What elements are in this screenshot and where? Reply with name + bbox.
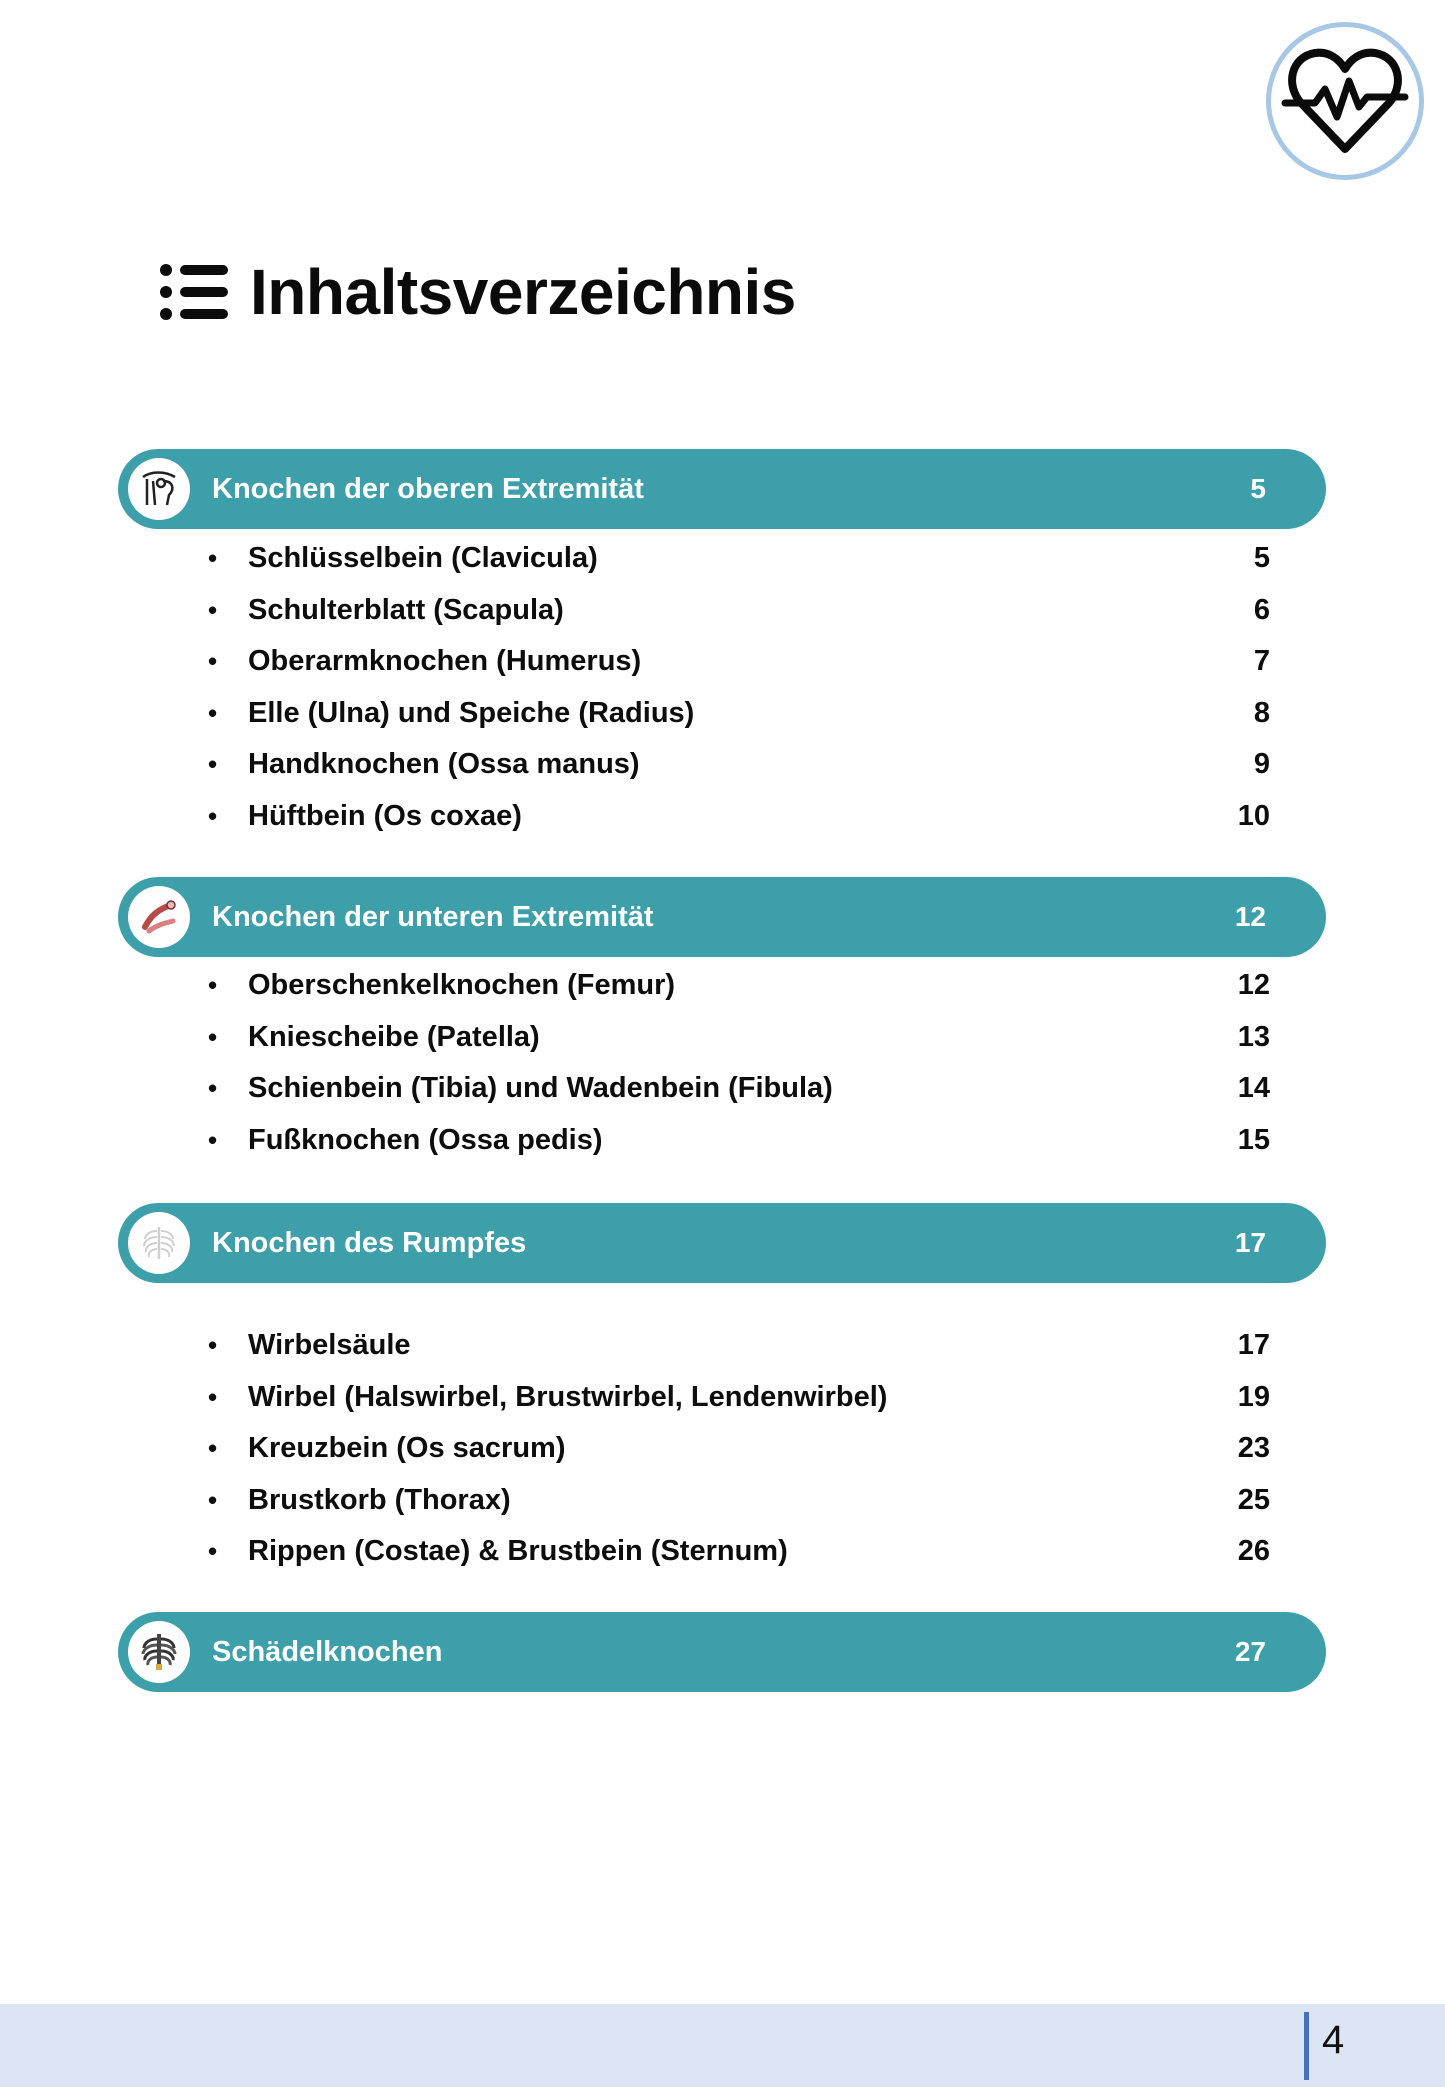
toc-item-label: Schlüsselbein (Clavicula) [248, 542, 598, 575]
section-title: Knochen der oberen Extremität [212, 472, 644, 505]
page-title: Inhaltsverzeichnis [250, 256, 796, 328]
toc-item-label: Kreuzbein (Os sacrum) [248, 1432, 566, 1465]
toc-item-label: Rippen (Costae) & Brustbein (Sternum) [248, 1535, 788, 1568]
toc-item[interactable] [208, 1372, 1270, 1424]
toc-item[interactable] [208, 1063, 1270, 1115]
toc-item[interactable] [208, 1475, 1270, 1527]
toc-item-label: Oberarmknochen (Humerus) [248, 645, 642, 678]
section-bar-rumpf[interactable] [118, 1203, 1326, 1283]
toc-item-label: Schulterblatt (Scapula) [248, 593, 564, 626]
list-icon [158, 262, 230, 322]
toc-item-page: 12 [1237, 969, 1270, 1002]
toc-item-label: Wirbelsäule [248, 1329, 411, 1362]
section-page-number: 17 [1234, 1227, 1266, 1258]
bullet: • [208, 1433, 218, 1464]
toc-item-page: 19 [1237, 1380, 1270, 1413]
toc-item-label: Wirbel (Halswirbel, Brustwirbel, Lendenwirbel) [248, 1380, 888, 1413]
bullet: • [208, 543, 218, 574]
section-items-untere-extremitaet [208, 960, 1270, 1166]
toc-item-label: Brustkorb (Thorax) [248, 1483, 511, 1516]
toc-item-page: 14 [1237, 1072, 1270, 1105]
bullet: • [208, 594, 218, 625]
heart-pulse-logo [1266, 22, 1424, 180]
page-footer [0, 2004, 1445, 2087]
ribcage-outline-icon [128, 1212, 190, 1274]
section-bar-schaedel[interactable] [118, 1612, 1326, 1692]
section-title: Knochen des Rumpfes [212, 1226, 527, 1259]
ribcage-icon [128, 1621, 190, 1683]
toc-item-label: Hüftbein (Os coxae) [248, 799, 522, 832]
bullet: • [208, 697, 218, 728]
section-items-obere-extremitaet [208, 533, 1270, 842]
section-page-number: 5 [1250, 473, 1266, 504]
section-title: Schädelknochen [212, 1635, 443, 1668]
toc-item-label: Fußknochen (Ossa pedis) [248, 1123, 603, 1156]
footer-separator [1304, 2012, 1309, 2080]
section-page-number: 12 [1234, 901, 1266, 932]
bullet: • [208, 646, 218, 677]
section-title: Knochen der unteren Extremität [212, 900, 654, 933]
toc-item-page: 5 [1253, 542, 1270, 575]
toc-item[interactable] [208, 1012, 1270, 1064]
toc-item-page: 15 [1237, 1123, 1270, 1156]
leg-bone-icon [128, 886, 190, 948]
toc-item-label: Handknochen (Ossa manus) [248, 748, 640, 781]
bullet: • [208, 1381, 218, 1412]
toc-item[interactable] [208, 1320, 1270, 1372]
toc-item[interactable] [208, 791, 1270, 843]
toc-item[interactable] [208, 739, 1270, 791]
bullet: • [208, 1021, 218, 1052]
bullet: • [208, 1484, 218, 1515]
bullet: • [208, 800, 218, 831]
toc-item-page: 6 [1253, 593, 1270, 626]
shoulder-joint-icon [128, 458, 190, 520]
toc-item-label: Oberschenkelknochen (Femur) [248, 969, 676, 1002]
bullet: • [208, 970, 218, 1001]
toc-item[interactable] [208, 1115, 1270, 1167]
bullet: • [208, 749, 218, 780]
footer-page-number: 4 [1322, 2018, 1345, 2062]
toc-item[interactable] [208, 960, 1270, 1012]
section-bar-untere-extremitaet[interactable] [118, 877, 1326, 957]
toc-item-label: Kniescheibe (Patella) [248, 1020, 540, 1053]
toc-item-page: 17 [1237, 1329, 1270, 1362]
toc-item[interactable] [208, 533, 1270, 585]
toc-item-page: 9 [1253, 748, 1270, 781]
section-bar-obere-extremitaet[interactable] [118, 449, 1326, 529]
bullet: • [208, 1330, 218, 1361]
heart-pulse-icon [1281, 37, 1409, 165]
toc-item-page: 10 [1237, 799, 1270, 832]
toc-item-page: 8 [1253, 696, 1270, 729]
bullet: • [208, 1124, 218, 1155]
bullet: • [208, 1073, 218, 1104]
toc-item[interactable] [208, 1423, 1270, 1475]
toc-item[interactable] [208, 636, 1270, 688]
toc-item-page: 25 [1237, 1483, 1270, 1516]
toc-item[interactable] [208, 688, 1270, 740]
section-page-number: 27 [1234, 1636, 1266, 1667]
bullet: • [208, 1536, 218, 1567]
toc-item-page: 26 [1237, 1535, 1270, 1568]
toc-item-page: 13 [1237, 1020, 1270, 1053]
toc-item[interactable] [208, 585, 1270, 637]
toc-item-label: Schienbein (Tibia) und Wadenbein (Fibula) [248, 1072, 833, 1105]
toc-item-label: Elle (Ulna) und Speiche (Radius) [248, 696, 695, 729]
toc-item-page: 23 [1237, 1432, 1270, 1465]
section-items-rumpf [208, 1320, 1270, 1578]
page-title-row [158, 252, 796, 332]
toc-item-page: 7 [1253, 645, 1270, 678]
toc-item[interactable] [208, 1526, 1270, 1578]
